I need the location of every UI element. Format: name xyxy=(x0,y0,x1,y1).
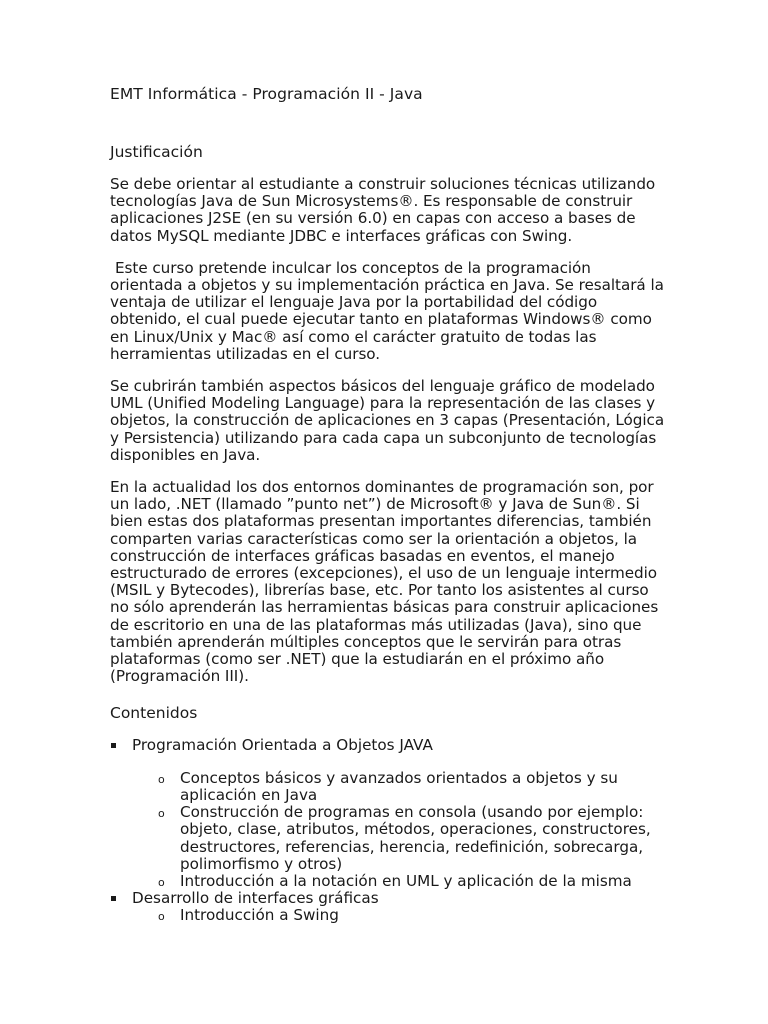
paragraph-3: Se cubrirán también aspectos básicos del lenguaje gráfico de modelado UML (Unified Modeling Language) para la representación de las clases y objetos, la construcción de aplicaciones en 3 capas (Presentación, Lógica y Persistencia) utilizando para cada capa un subconjunto de tecnologías disponibles en Java. xyxy=(110,377,665,464)
square-bullet-icon xyxy=(111,743,116,748)
sublist-item xyxy=(110,873,668,890)
circle-bullet-icon: o xyxy=(158,772,165,786)
paragraph-4: En la actualidad los dos entornos dominantes de programación son, por un lado, .NET (llamado ”punto net”) de Microsoft® y Java de Sun®. Si bien estas dos plataformas presentan importantes diferencias, también comparten varias características como ser la orientación a objetos, la construcción de interfaces gráficas basadas en eventos, el manejo estructurado de errores (excepciones), el uso de un lenguaje intermedio (MSIL y Bytecodes), librerías base, etc. Por tanto los asistentes al curso no sólo aprenderán las herramientas básicas para construir aplicaciones de escritorio en una de las plataformas más utilizadas (Java), sino que también aprenderán múltiples conceptos que le servirán para otras plataformas (como ser .NET) que la estudiarán en el próximo año (Programación III). xyxy=(110,478,659,686)
list-item-interfaces xyxy=(110,890,668,907)
sublist-item-text: Conceptos básicos y avanzados orientados a objetos y su aplicación en Java xyxy=(180,768,618,804)
sublist-interfaces xyxy=(110,907,668,924)
sublist-item-text: Introducción a Swing xyxy=(180,906,339,925)
sublist-container-interfaces xyxy=(110,907,668,924)
sublist-poo xyxy=(110,770,668,890)
paragraph-2: Este curso pretende inculcar los conceptos de la programación orientada a objetos y su implementación práctica en Java. Se resaltará la ventaja de utilizar el lenguaje Java por la portabilidad del código obtenido, el cual puede ejecutar tanto en plataformas Windows® como en Linux/Unix y Mac® así como el carácter gratuito de todas las herramientas utilizadas en el curso. xyxy=(110,258,664,363)
circle-bullet-icon: o xyxy=(158,807,165,821)
sublist-item xyxy=(110,907,668,924)
section-heading-contenidos: Contenidos xyxy=(110,704,198,723)
circle-bullet-icon: o xyxy=(158,910,165,924)
contenidos-list xyxy=(110,737,668,924)
list-item-poo xyxy=(110,737,668,754)
sublist-item-text: Introducción a la notación en UML y aplicación de la misma xyxy=(180,871,632,890)
section-heading-justificacion: Justificación xyxy=(110,143,203,161)
sublist-item xyxy=(110,770,668,804)
circle-bullet-icon: o xyxy=(158,875,165,889)
list-item-label: Programación Orientada a Objetos JAVA xyxy=(132,736,433,755)
sublist-item xyxy=(110,804,668,873)
sublist-item-text: Construcción de programas en consola (usando por ejemplo: objeto, clase, atributos, métodos, operaciones, constructores, destructores, referencias, herencia, redefinición, sobrecarga, polimorfismo y otros) xyxy=(180,803,651,873)
sublist-container-poo xyxy=(110,770,668,890)
document-title: EMT Informática - Programación II - Java xyxy=(110,85,423,103)
square-bullet-icon xyxy=(111,896,116,901)
paragraph-1: Se debe orientar al estudiante a construir soluciones técnicas utilizando tecnologías Java de Sun Microsystems®. Es responsable de construir aplicaciones J2SE (en su versión 6.0) en capas con acceso a bases de datos MySQL mediante JDBC e interfaces gráficas con Swing. xyxy=(110,175,656,245)
list-item-label: Desarrollo de interfaces gráficas xyxy=(132,889,379,908)
